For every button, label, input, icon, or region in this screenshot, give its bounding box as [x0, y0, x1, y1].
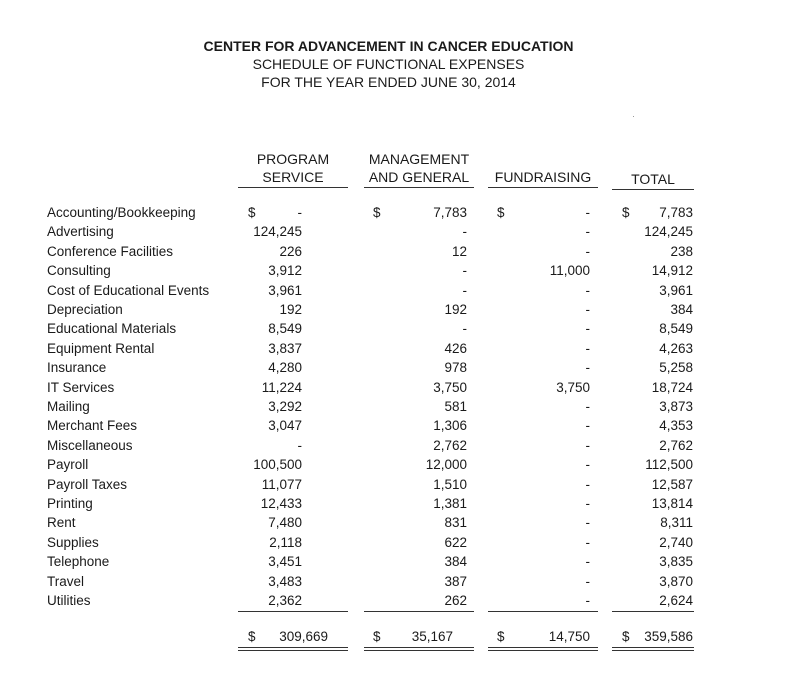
total-amount: 4,353: [659, 418, 693, 434]
fundraising-amount: -: [585, 399, 590, 414]
expense-label: Cost of Educational Events: [47, 282, 210, 298]
total-amount: 2,624: [659, 593, 693, 608]
currency-symbol: $: [248, 205, 256, 220]
table-row: [0, 455, 789, 474]
table-row: [0, 203, 789, 222]
column-header-rule: [612, 189, 694, 190]
table-row: [0, 222, 789, 241]
fundraising-amount: -: [585, 243, 590, 259]
fundraising-amount: -: [585, 437, 590, 453]
table-row: [0, 358, 789, 377]
scan-artifact: [633, 116, 634, 117]
fundraising-amount: -: [585, 593, 590, 608]
double-rule-total: [612, 647, 694, 651]
expense-label: Telephone: [47, 554, 110, 570]
management-amount: 192: [444, 302, 467, 317]
program-amount: 3,292: [268, 399, 302, 414]
program-amount: 3,961: [268, 282, 302, 298]
total-amount: 4,263: [659, 340, 693, 356]
table-row: [0, 533, 789, 552]
fundraising-amount: -: [585, 515, 590, 531]
statement-title: SCHEDULE OF FUNCTIONAL EXPENSES: [252, 56, 525, 72]
fundraising-amount: -: [585, 321, 590, 337]
fundraising-amount: -: [585, 476, 590, 492]
total-program: 309,669: [279, 629, 328, 644]
program-amount: -: [297, 205, 302, 220]
program-amount: -: [297, 437, 302, 453]
table-row: [0, 281, 789, 300]
currency-symbol: $: [373, 205, 381, 220]
expense-label: Utilities: [47, 593, 91, 608]
subtotal-rule-program: [238, 611, 348, 612]
table-row: [0, 242, 789, 261]
expense-label: Equipment Rental: [47, 340, 155, 356]
table-row: [0, 591, 789, 610]
management-amount: 1,510: [433, 476, 467, 492]
management-amount: 12,000: [425, 457, 467, 473]
table-row: [0, 436, 789, 455]
expense-label: Accounting/Bookkeeping: [47, 205, 196, 220]
management-amount: 831: [444, 515, 467, 531]
expense-label: Educational Materials: [47, 321, 177, 337]
table-row: [0, 513, 789, 532]
program-amount: 3,451: [268, 554, 302, 570]
expense-label: Depreciation: [47, 302, 123, 317]
total-amount: 18,724: [651, 379, 693, 395]
subtotal-rule-management: [364, 611, 474, 612]
column-header-line1: MANAGEMENT: [368, 151, 470, 167]
expense-label: Printing: [47, 496, 93, 511]
management-amount: -: [462, 321, 467, 337]
column-header-fundraising: [488, 150, 598, 188]
total-amount: 124,245: [644, 224, 693, 240]
fundraising-amount: 11,000: [549, 263, 590, 279]
program-amount: 192: [279, 302, 302, 317]
total-amount: 8,549: [659, 321, 693, 337]
management-amount: -: [462, 263, 467, 279]
total-amount: 238: [670, 243, 693, 259]
table-row: [0, 339, 789, 358]
program-amount: 3,912: [268, 263, 302, 279]
total-amount: 3,961: [659, 282, 693, 298]
column-header-line2: AND GENERAL: [368, 169, 470, 185]
expense-label: Payroll Taxes: [47, 476, 128, 492]
double-rule-program: [238, 647, 348, 651]
fundraising-amount: -: [585, 205, 590, 220]
double-rule-fundraising: [488, 647, 598, 651]
fundraising-amount: -: [585, 554, 590, 570]
currency-symbol: $: [497, 205, 505, 220]
program-amount: 124,245: [253, 224, 302, 240]
subtotal-rule-fundraising: [488, 611, 598, 612]
program-amount: 7,480: [268, 515, 302, 531]
expense-label: Miscellaneous: [47, 437, 133, 453]
fundraising-amount: -: [585, 573, 590, 589]
total-amount: 384: [670, 302, 693, 317]
expense-label: Consulting: [47, 263, 111, 279]
program-amount: 3,837: [268, 340, 302, 356]
total-management: 35,167: [411, 629, 453, 644]
program-amount: 4,280: [268, 360, 302, 376]
management-amount: 1,306: [433, 418, 467, 434]
total-amount: 112,500: [645, 457, 693, 473]
column-header-line1: PROGRAM: [256, 151, 330, 167]
total-amount: 2,762: [659, 437, 693, 453]
currency-symbol: $: [622, 205, 630, 220]
table-row: [0, 378, 789, 397]
expense-label: Mailing: [47, 399, 90, 414]
management-amount: 12: [451, 243, 467, 259]
program-amount: 3,047: [268, 418, 302, 434]
expense-label: Merchant Fees: [47, 418, 138, 434]
program-amount: 3,483: [268, 573, 302, 589]
table-row: [0, 319, 789, 338]
expense-label: Payroll: [47, 457, 89, 473]
total-amount: 14,912: [651, 263, 693, 279]
currency-symbol: $: [248, 629, 256, 644]
column-header-line2: TOTAL: [631, 171, 675, 187]
fundraising-amount: -: [585, 457, 590, 473]
program-amount: 2,362: [268, 593, 302, 608]
currency-symbol: $: [373, 629, 381, 644]
fundraising-amount: -: [585, 302, 590, 317]
double-rule-management: [364, 647, 474, 651]
program-amount: 2,118: [269, 534, 302, 550]
table-row: [0, 261, 789, 280]
management-amount: 2,762: [433, 437, 467, 453]
column-header-line2: FUNDRAISING: [494, 169, 592, 185]
fundraising-amount: -: [585, 282, 590, 298]
table-row: [0, 397, 789, 416]
management-amount: 426: [444, 340, 467, 356]
column-header-line1: [488, 150, 598, 168]
expense-label: IT Services: [47, 379, 115, 395]
program-amount: 100,500: [253, 457, 302, 473]
subtotal-rule-total: [612, 611, 694, 612]
total-grand: 359,586: [644, 629, 693, 644]
fundraising-amount: -: [585, 340, 590, 356]
organization-name: CENTER FOR ADVANCEMENT IN CANCER EDUCATION: [203, 38, 574, 54]
program-amount: 12,433: [260, 496, 302, 511]
expense-label: Rent: [47, 515, 76, 531]
column-header-line2: SERVICE: [262, 169, 324, 185]
management-amount: 1,381: [433, 496, 467, 511]
column-header-total: [612, 152, 694, 190]
total-amount: 13,814: [651, 496, 693, 511]
column-header-line1: [612, 152, 694, 170]
fundraising-amount: 3,750: [556, 379, 590, 395]
currency-symbol: $: [497, 629, 505, 644]
total-amount: 5,258: [659, 360, 693, 376]
fundraising-amount: -: [585, 224, 590, 240]
expense-label: Supplies: [47, 534, 99, 550]
total-amount: 8,311: [660, 515, 693, 531]
fundraising-amount: -: [585, 418, 590, 434]
table-row: [0, 572, 789, 591]
table-row: [0, 416, 789, 435]
fundraising-amount: -: [585, 496, 590, 511]
statement-header: [0, 37, 789, 91]
management-amount: 262: [444, 593, 467, 608]
table-row: [0, 300, 789, 319]
table-row: [0, 494, 789, 513]
management-amount: 7,783: [433, 205, 467, 220]
expense-label: Travel: [47, 573, 85, 589]
column-header-rule: [238, 187, 348, 188]
column-header-rule: [364, 187, 474, 188]
total-amount: 2,740: [659, 534, 693, 550]
fundraising-amount: -: [585, 360, 590, 376]
column-header-rule: [488, 187, 598, 188]
program-amount: 11,077: [261, 476, 302, 492]
program-amount: 8,549: [268, 321, 302, 337]
column-header-management-general: [364, 150, 474, 188]
management-amount: 384: [444, 554, 467, 570]
management-amount: -: [462, 224, 467, 240]
expense-label: Insurance: [47, 360, 107, 376]
management-amount: 3,750: [433, 379, 467, 395]
fundraising-amount: -: [585, 534, 590, 550]
total-amount: 3,873: [659, 399, 693, 414]
table-row: [0, 552, 789, 571]
expense-label: Advertising: [47, 224, 114, 240]
program-amount: 11,224: [261, 379, 302, 395]
total-amount: 7,783: [659, 205, 693, 220]
currency-symbol: $: [622, 629, 630, 644]
table-row: [0, 475, 789, 494]
total-amount: 12,587: [651, 476, 693, 492]
total-amount: 3,835: [659, 554, 693, 570]
management-amount: -: [462, 282, 467, 298]
management-amount: 622: [444, 534, 467, 550]
management-amount: 387: [444, 573, 467, 589]
expense-label: Conference Facilities: [47, 243, 174, 259]
column-header-program-service: [238, 150, 348, 188]
management-amount: 978: [444, 360, 467, 376]
totals-row: [0, 627, 789, 646]
total-amount: 3,870: [659, 573, 693, 589]
program-amount: 226: [279, 243, 302, 259]
management-amount: 581: [444, 399, 467, 414]
statement-period: FOR THE YEAR ENDED JUNE 30, 2014: [261, 74, 516, 90]
total-fundraising: 14,750: [548, 629, 590, 644]
